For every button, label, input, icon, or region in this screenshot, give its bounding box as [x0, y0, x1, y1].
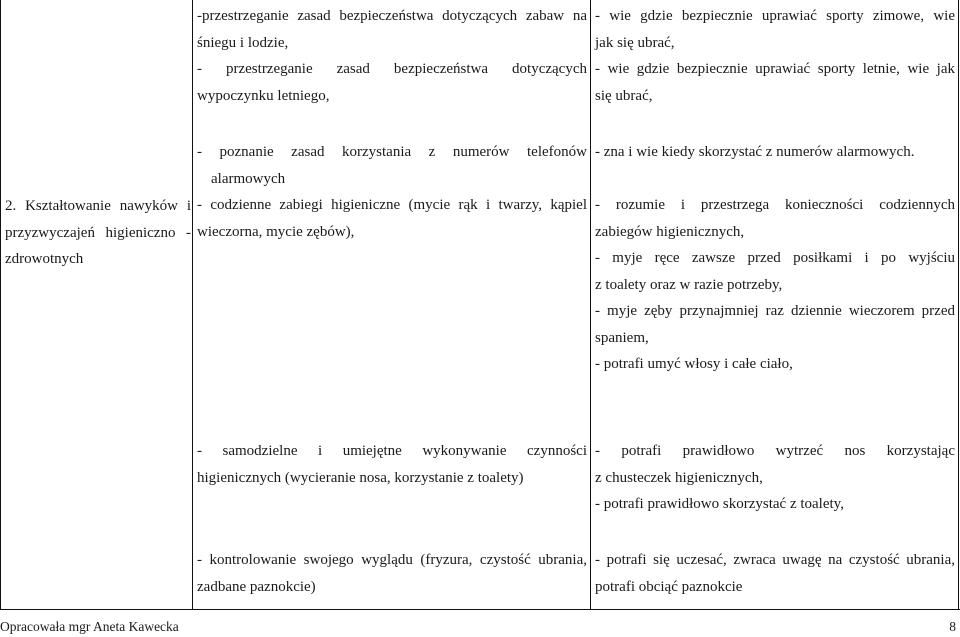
row2-right-line7: spaniem, [595, 329, 649, 346]
row1-mid-line4: wypoczynku letniego, [197, 87, 330, 104]
row3-mid-line1: - samodzielne i umiejętne wykonywanie czynności [197, 443, 587, 459]
row2-mid-line3: - codzienne zabiegi higieniczne (mycie rąk i twarzy, kąpiel [197, 197, 587, 213]
row3-right-line1: - potrafi prawidłowo wytrzeć nos korzystając [595, 443, 955, 459]
row1-mid-cell [197, 3, 587, 109]
row2-mid-line4: wieczorna, mycie zębów), [197, 223, 355, 240]
row2-right-line4: - myje ręce zawsze przed posiłkami i po wyjściu [595, 250, 955, 266]
row3-right-line3: - potrafi prawidłowo skorzystać z toalety, [595, 496, 844, 512]
row2-right-line3: zabiegów higienicznych, [595, 223, 745, 240]
row2-mid-line2: alarmowych [211, 170, 286, 187]
row2-right-line1: - zna i wie kiedy skorzystać z numerów alarmowych. [595, 144, 915, 160]
table-left-border [0, 0, 1, 610]
footer-page-number: 8 [949, 619, 956, 634]
row2-right-line8: - potrafi umyć włosy i całe ciało, [595, 356, 793, 372]
row1-right-line1: - wie gdzie bezpiecznie uprawiać sporty zimowe, wie [595, 8, 955, 24]
row2-right-line5: z toalety oraz w razie potrzeby, [595, 276, 783, 293]
column-divider-1 [192, 0, 193, 610]
row2-left-cell [5, 193, 191, 273]
row4-right-line1: - potrafi się uczesać, zwraca uwagę na czystość ubrania, [595, 552, 955, 568]
row3-mid-cell [197, 438, 587, 491]
row2-right-cell [595, 139, 955, 378]
row3-right-line2: z chusteczek higienicznych, [595, 469, 763, 486]
row1-mid-line2: śniegu i lodzie, [197, 34, 289, 51]
row1-right-cell [595, 3, 955, 109]
row2-right-line2: - rozumie i przestrzega konieczności codziennych [595, 197, 955, 213]
footer-author: Opracowała mgr Aneta Kawecka [0, 619, 179, 634]
row2-left-line2: przyzwyczajeń higieniczno - [5, 224, 191, 241]
column-divider-2 [590, 0, 591, 610]
row2-mid-cell [197, 139, 587, 245]
row1-right-line2: jak się ubrać, [595, 34, 675, 51]
row4-mid-line2: zadbane paznokcie) [197, 578, 316, 595]
row3-right-cell [595, 438, 955, 518]
row4-mid-line1: - kontrolowanie swojego wyglądu (fryzura, czystość ubrania, [197, 552, 587, 568]
row2-left-line3: zdrowotnych [5, 251, 84, 267]
row2-right-spacer [595, 166, 955, 193]
table-right-border [958, 0, 959, 610]
row3-mid-line2: higienicznych (wycieranie nosa, korzystanie z toalety) [197, 469, 524, 486]
row1-mid-line3: - przestrzeganie zasad bezpieczeństwa dotyczących [197, 61, 587, 77]
row4-mid-cell [197, 547, 587, 600]
table-bottom-border [0, 609, 960, 610]
row2-right-line6: - myje zęby przynajmniej raz dziennie wieczorem przed [595, 303, 955, 319]
row4-right-cell [595, 547, 955, 600]
row4-right-line2: potrafi obciąć paznokcie [595, 578, 743, 595]
row1-right-line4: się ubrać, [595, 87, 653, 104]
row1-mid-line1: -przestrzeganie zasad bezpieczeństwa dotyczących zabaw na [197, 8, 587, 24]
row2-mid-line1: - poznanie zasad korzystania z numerów telefonów [197, 144, 587, 160]
row2-left-line1: 2. Kształtowanie nawyków i [5, 198, 191, 214]
row1-right-line3: - wie gdzie bezpiecznie uprawiać sporty letnie, wie jak [595, 61, 955, 77]
